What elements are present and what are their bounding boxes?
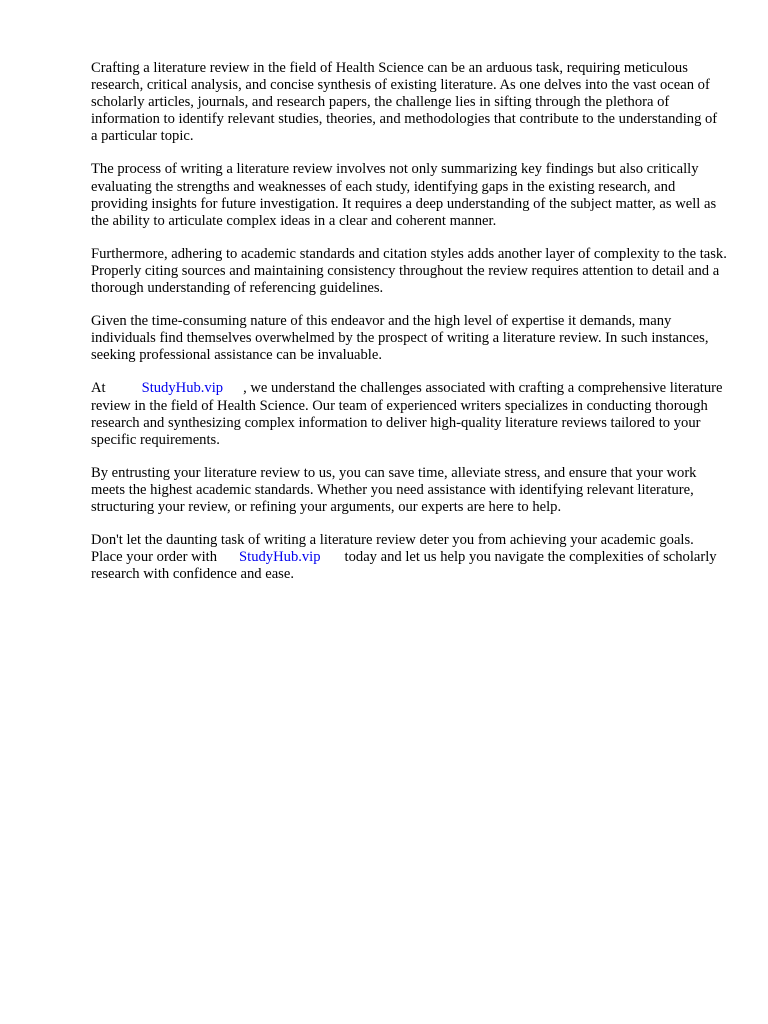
paragraph-overwhelmed: Given the time-consuming nature of this endeavor and the high level of expertise it demands, many individuals find themselves overwhelmed by the prospect of writing a literature review. In such instances, seeking professional assistance can be invaluable.: [91, 313, 709, 364]
paragraph-studyhub-intro: [91, 380, 727, 448]
paragraph-studyhub-intro-lead: At: [91, 380, 106, 397]
document-body: [91, 60, 727, 599]
paragraph-studyhub-intro-rest: , we understand the challenges associated with crafting a comprehensive literature review in the field of Health Science. Our team of experienced writers specializes in conducting thorough research and synthesizing complex information to deliver high-quality literature reviews tailored to your specific requirements.: [91, 380, 723, 448]
paragraph-cta-lead: Don't let the daunting task of writing a literature review deter you from achieving your academic goals. Place your order with: [91, 532, 694, 566]
paragraph-benefits: By entrusting your literature review to us, you can save time, alleviate stress, and ensure that your work meets the highest academic standards. Whether you need assistance with identifying relevant literature, structuring your review, or refining your arguments, our experts are here to help.: [91, 464, 697, 515]
paragraph-intro: Crafting a literature review in the field of Health Science can be an arduous task, requiring meticulous research, critical analysis, and concise synthesis of existing literature. As one delves into the vast ocean of scholarly articles, journals, and research papers, the challenge lies in sifting through the plethora of information to identify relevant studies, theories, and methodologies that contribute to the understanding of a particular topic.: [91, 60, 718, 145]
paragraph-process: The process of writing a literature review involves not only summarizing key findings but also critically evaluating the strengths and weaknesses of each study, identifying gaps in the existing research, and providing insights for future investigation. It requires a deep understanding of the subject matter, as well as the ability to articulate complex ideas in a clear and coherent manner.: [91, 161, 717, 229]
paragraph-standards: Furthermore, adhering to academic standards and citation styles adds another layer of complexity to the task. Properly citing sources and maintaining consistency throughout the review requires attention to detail and a thorough understanding of referencing guidelines.: [91, 245, 727, 297]
studyhub-link[interactable]: StudyHub.vip: [141, 380, 224, 397]
paragraph-cta: [91, 532, 727, 583]
paragraph-cta-rest: today and let us help you navigate the complexities of scholarly research with confidence and ease.: [91, 549, 717, 583]
studyhub-link-cta[interactable]: StudyHub.vip: [239, 549, 321, 566]
